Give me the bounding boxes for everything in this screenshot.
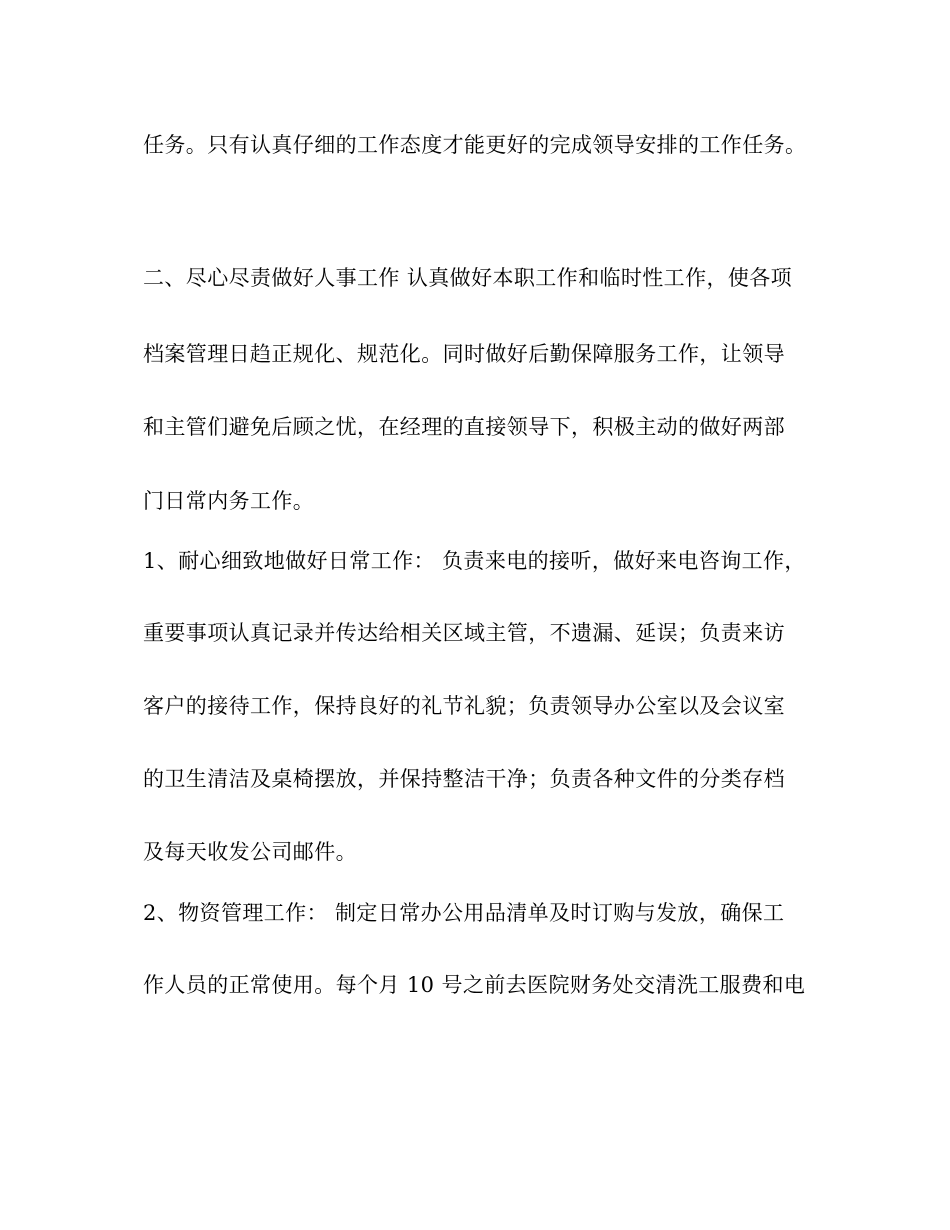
text-line: 客户的接待工作，保持良好的礼节礼貌；负责领导办公室以及会议室 (143, 694, 785, 718)
text-line: 和主管们避免后顾之忧，在经理的直接领导下，积极主动的做好两部 (143, 415, 785, 439)
text-line: 的卫生清洁及桌椅摆放，并保持整洁干净；负责各种文件的分类存档 (143, 767, 785, 791)
list-item-line: 2、物资管理工作： 制定日常办公用品清单及时订购与发放，确保工 (143, 901, 785, 925)
section-heading-line: 二、尽心尽责做好人事工作 认真做好本职工作和临时性工作，使各项 (143, 266, 793, 290)
text-line: 档案管理日趋正规化、规范化。同时做好后勤保障服务工作，让领导 (143, 342, 785, 366)
text-line: 重要事项认真记录并传达给相关区域主管，不遗漏、延误；负责来访 (143, 621, 785, 645)
list-item-line: 1、耐心细致地做好日常工作： 负责来电的接听，做好来电咨询工作， (143, 549, 806, 573)
text-line: 门日常内务工作。 (143, 489, 315, 513)
text-line: 任务。只有认真仔细的工作态度才能更好的完成领导安排的工作任务。 (143, 133, 807, 157)
text-line: 作人员的正常使用。每个月 10 号之前去医院财务处交清洗工服费和电 (143, 973, 806, 997)
text-line: 及每天收发公司邮件。 (143, 840, 357, 864)
